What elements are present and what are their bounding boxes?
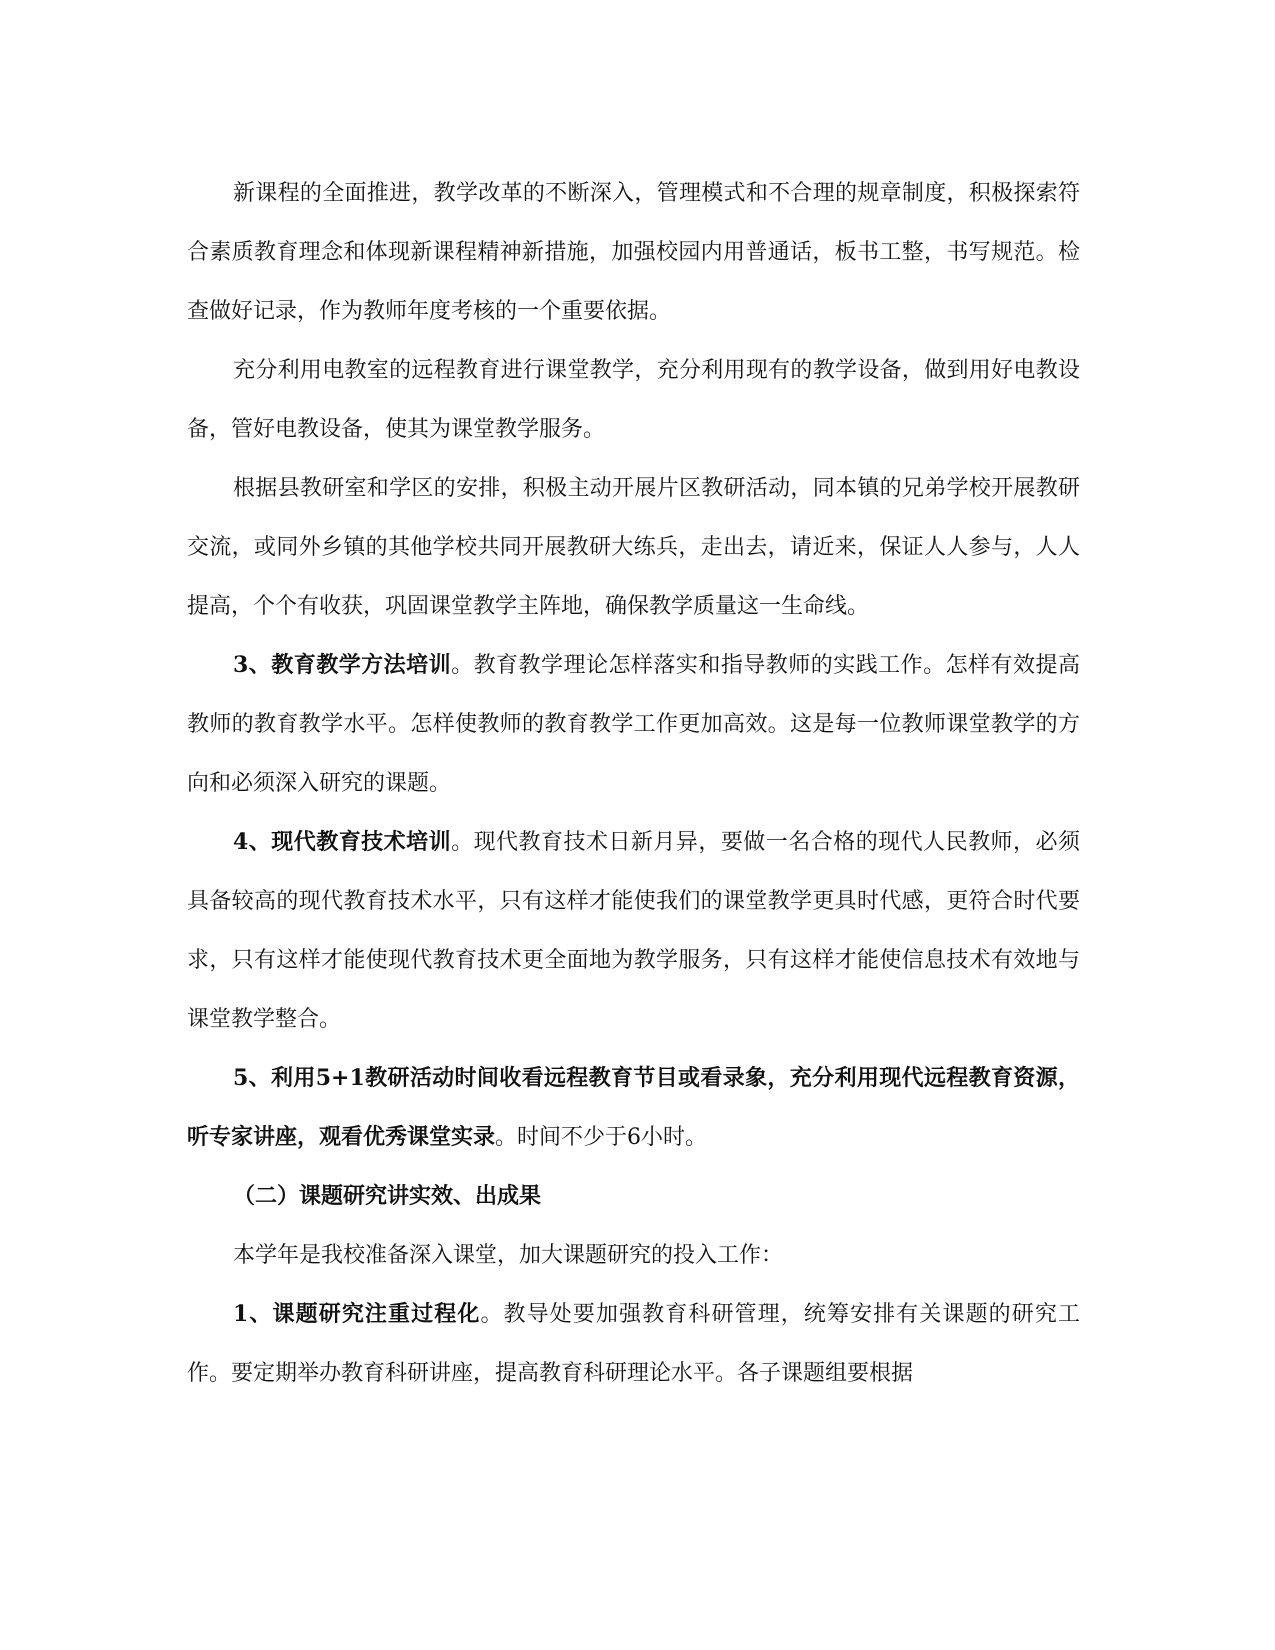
paragraph-6 [187, 1049, 1080, 1167]
paragraph-7 [187, 1226, 1080, 1285]
paragraph-8-heading: 1、课题研究注重过程化 [233, 1301, 481, 1327]
paragraph-3-text: 根据县教研室和学区的安排，积极主动开展片区教研活动，同本镇的兄弟学校开展教研交流，或同外乡镇的其他学校共同开展教研大练兵，走出去，请近来，保证人人参与，人人提高，个个有收获，巩固课堂教学主阵地，确保教学质量这一生命线。 [187, 476, 1080, 619]
document-body [187, 164, 1080, 1403]
paragraph-3 [187, 459, 1080, 636]
paragraph-5-heading: 4、现代教育技术培训 [233, 829, 452, 855]
paragraph-4 [187, 636, 1080, 813]
paragraph-4-heading: 3、教育教学方法培训 [233, 652, 452, 678]
paragraph-2 [187, 341, 1080, 459]
paragraph-8 [187, 1285, 1080, 1403]
paragraph-5 [187, 813, 1080, 1049]
paragraph-1-text: 新课程的全面推进，教学改革的不断深入，管理模式和不合理的规章制度，积极探索符合素质教育理念和体现新课程精神新措施，加强校园内用普通话，板书工整，书写规范。检查做好记录，作为教师年度考核的一个重要依据。 [187, 181, 1080, 324]
paragraph-6-text: 。时间不少于6小时。 [495, 1125, 708, 1150]
paragraph-7-text: 本学年是我校准备深入课堂，加大课题研究的投入工作： [233, 1243, 784, 1268]
paragraph-2-text: 充分利用电教室的远程教育进行课堂教学，充分利用现有的教学设备，做到用好电教设备，管好电教设备，使其为课堂教学服务。 [187, 358, 1080, 442]
paragraph-8-text: 。教导处要加强教育科研管理，统筹安排有关课题的研究工作。要定期举办教育科研讲座，提高教育科研理论水平。各子课题组要根据 [187, 1302, 1080, 1386]
paragraph-1 [187, 164, 1080, 341]
paragraph-4-text: 。教育教学理论怎样落实和指导教师的实践工作。怎样有效提高教师的教育教学水平。怎样使教师的教育教学工作更加高效。这是每一位教师课堂教学的方向和必须深入研究的课题。 [187, 653, 1080, 796]
section-subheading: （二）课题研究讲实效、出成果 [233, 1183, 542, 1209]
paragraph-6-heading: 5、利用5+1教研活动时间收看远程教育节目或看录象，充分利用现代远程教育资源，听专家讲座，观看优秀课堂实录 [187, 1065, 1080, 1150]
paragraph-5-text: 。现代教育技术日新月异，要做一名合格的现代人民教师，必须具备较高的现代教育技术水平，只有这样才能使我们的课堂教学更具时代感，更符合时代要求，只有这样才能使现代教育技术更全面地为教学服务，只有这样才能使信息技术有效地与课堂教学整合。 [187, 830, 1080, 1032]
